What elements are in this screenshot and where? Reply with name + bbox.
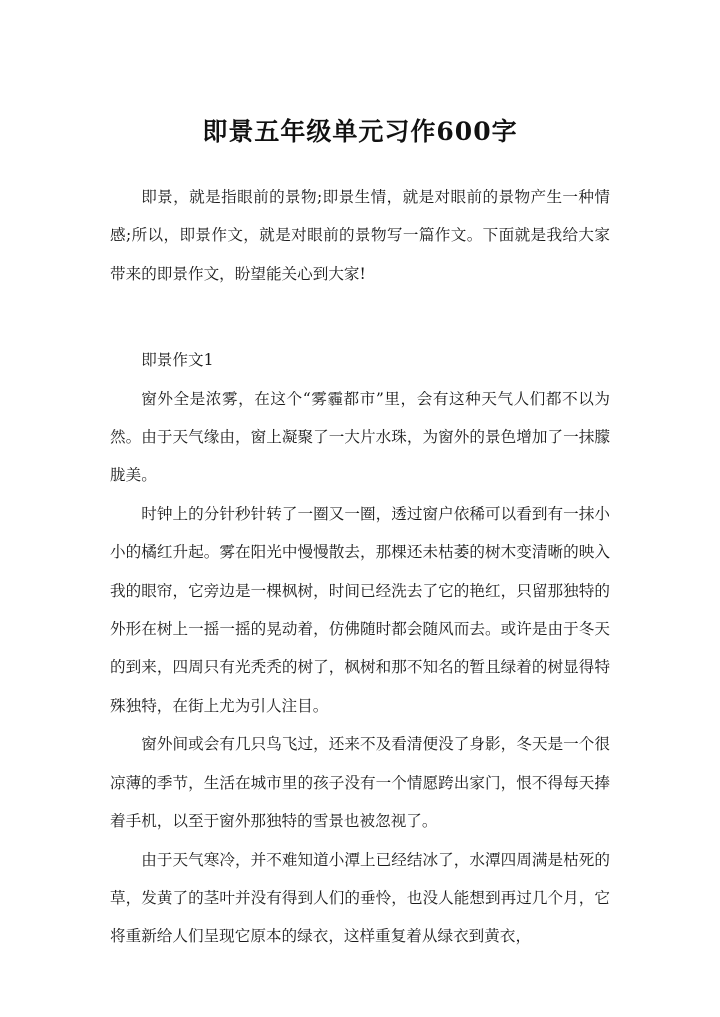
- page-title: 即景五年级单元习作600字: [202, 117, 518, 146]
- section-spacer: [110, 293, 610, 341]
- body-paragraph: 窗外全是浓雾，在这个“雾霾都市”里，会有这种天气人们都不以为然。由于天气缘由，窗上凝聚了一大片水珠，为窗外的景色增加了一抹朦胧美。: [110, 389, 610, 485]
- section-heading: 即景作文1: [141, 351, 214, 370]
- body-paragraph: 由于天气寒冷，并不难知道小潭上已经结冰了，水潭四周满是枯死的草，发黄了的茎叶并没有得到人们的垂怜，也没人能想到再过几个月，它将重新给人们呈现它原本的绿衣，这样重复着从绿衣到黄衣，: [110, 850, 610, 946]
- body-paragraph: 时钟上的分针秒针转了一圈又一圈，透过窗户依稀可以看到有一抹小小的橘红升起。雾在阳光中慢慢散去，那棵还未枯萎的树木变清晰的映入我的眼帘，它旁边是一棵枫树，时间已经洗去了它的艳红，只留那独特的外形在树上一摇一摇的晃动着，仿佛随时都会随风而去。或许是由于冬天的到来，四周只有光秃秃的树了，枫树和那不知名的暂且绿着的树显得特殊独特，在街上尤为引人注目。: [110, 504, 610, 715]
- intro-paragraph: 即景，就是指眼前的景物;即景生情，就是对眼前的景物产生一种情感;所以，即景作文，就是对眼前的景物写一篇作文。下面就是我给大家带来的即景作文，盼望能关心到大家!: [110, 188, 610, 283]
- body-paragraph: 窗外间或会有几只鸟飞过，还来不及看清便没了身影，冬天是一个很凉薄的季节，生活在城市里的孩子没有一个情愿跨出家门，恨不得每天捧着手机，以至于窗外那独特的雪景也被忽视了。: [110, 735, 610, 831]
- document-body: [110, 178, 610, 956]
